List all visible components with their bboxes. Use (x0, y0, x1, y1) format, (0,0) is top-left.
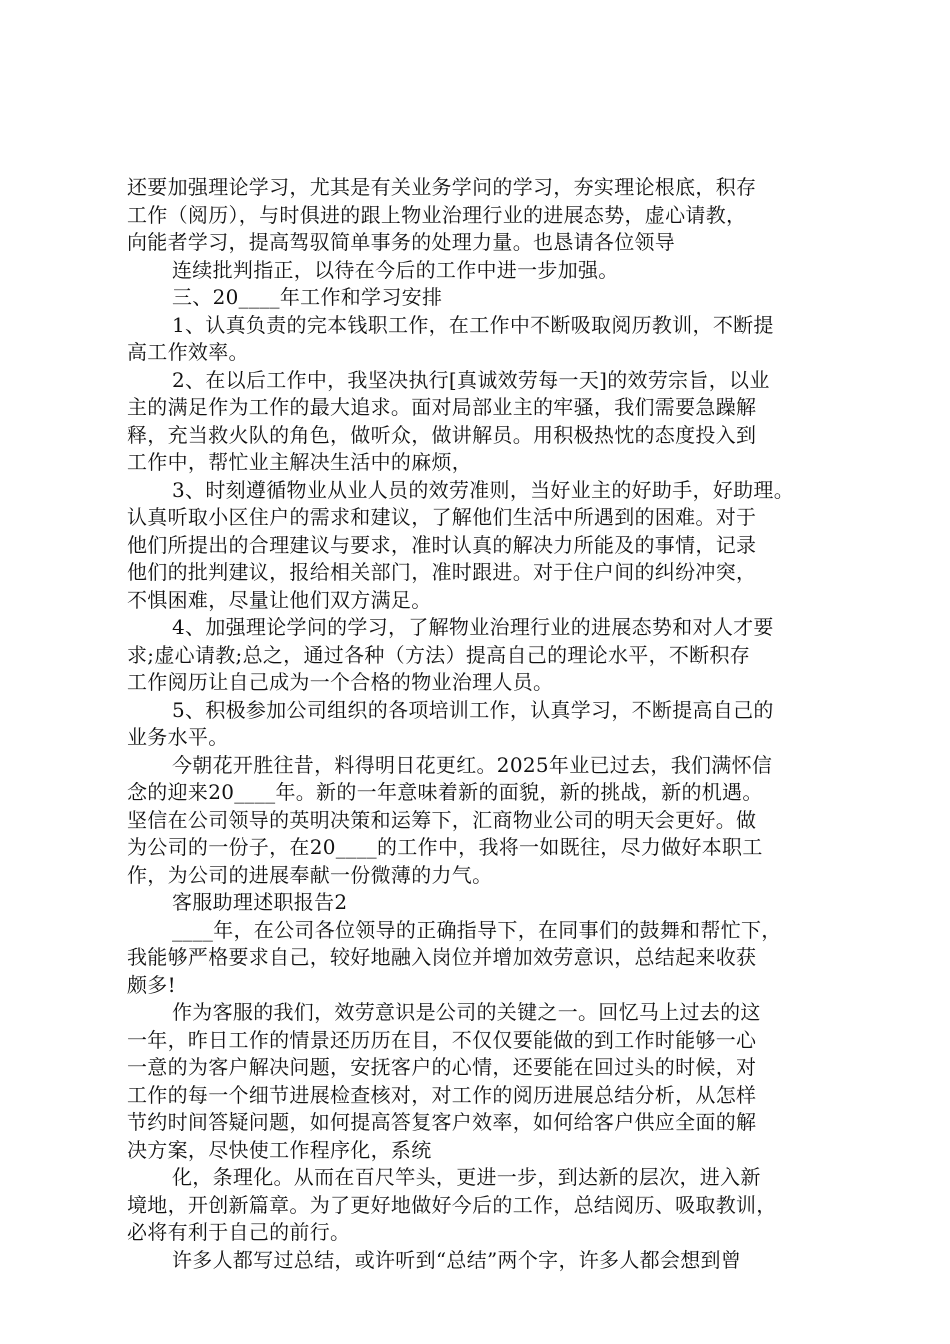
text-line: 求;虚心请教;总之，通过各种（方法）提高自己的理论水平，不断积存 (127, 642, 751, 667)
section-heading: 三、20____年工作和学习安排 (172, 285, 443, 309)
report-title: 客服助理述职报告2 (172, 890, 348, 914)
text-line: 工作（阅历），与时俱进的跟上物业治理行业的进展态势，虚心请教， (127, 202, 747, 227)
text-line: 许多人都写过总结，或许听到“总结”两个字，许多人都会想到曾 (172, 1247, 742, 1272)
text-line: 连续批判指正，以待在今后的工作中进一步加强。 (172, 257, 619, 282)
text-line: 还要加强理论学习，尤其是有关业务学问的学习，夯实理论根底，积存 (127, 175, 757, 199)
text-line: 一年，昨日工作的情景还历历在目，不仅仅要能做的到工作时能够一心 (127, 1027, 757, 1052)
text-line: 主的满足作为工作的最大追求。面对局部业主的牢骚，我们需要急躁解 (127, 395, 757, 419)
text-line: 颇多! (127, 972, 176, 997)
text-line: 认真听取小区住户的需求和建议，了解他们生活中所遇到的困难。对于 (127, 505, 757, 529)
text-line: 4、加强理论学问的学习，了解物业治理行业的进展态势和对人才要 (172, 615, 774, 639)
text-line: 境地，开创新篇章。为了更好地做好今后的工作，总结阅历、吸取教训， (127, 1192, 777, 1217)
text-line: 作为客服的我们，效劳意识是公司的关键之一。回忆马上过去的这 (172, 1000, 761, 1024)
text-line: 释，充当救火队的角色，做听众，做讲解员。用积极热忱的态度投入到 (127, 422, 757, 447)
text-line: 今朝花开胜往昔，料得明日花更红。2025年业已过去，我们满怀信 (172, 752, 773, 777)
text-line: 为公司的一份子，在20____的工作中，我将一如既往，尽力做好本职工 (127, 835, 763, 859)
text-line: 必将有利于自己的前行。 (127, 1220, 351, 1244)
document-body (127, 174, 839, 1274)
text-line: 工作的每一个细节进展检查核对，对工作的阅历进展总结分析，从怎样 (127, 1082, 757, 1107)
text-line: 念的迎来20____年。新的一年意味着新的面貌，新的挑战，新的机遇。 (127, 780, 763, 804)
text-line: 作，为公司的进展奉献一份微薄的力气。 (127, 862, 493, 887)
text-line: 向能者学习，提高驾驭简单事务的处理力量。也恳请各位领导 (127, 230, 676, 254)
text-line: 化，条理化。从而在百尺竿头，更进一步，到达新的层次，进入新 (172, 1165, 761, 1189)
text-line: 业务水平。 (127, 725, 229, 749)
text-line: 他们的批判建议，报给相关部门，准时跟进。对于住户间的纠纷冲突， (127, 560, 757, 584)
text-line: 一意的为客户解决问题，安抚客户的心情，还要能在回过头的时候，对 (127, 1055, 757, 1079)
text-line: 节约时间答疑问题，如何提高答复客户效率，如何给客户供应全面的解 (127, 1110, 757, 1134)
text-line: 1、认真负责的完本钱职工作，在工作中不断吸取阅历教训，不断提 (172, 312, 774, 337)
text-line: 他们所提出的合理建议与要求，准时认真的解决力所能及的事情，记录 (127, 532, 757, 557)
text-line: 决方案，尽快使工作程序化，系统 (127, 1137, 432, 1162)
text-line: 不惧困难，尽量让他们双方满足。 (127, 587, 432, 612)
text-line: 工作中，帮忙业主解决生活中的麻烦， (127, 450, 473, 474)
text-line: 2、在以后工作中，我坚决执行[真诚效劳每一天]的效劳宗旨，以业 (172, 367, 770, 392)
text-line: 5、积极参加公司组织的各项培训工作，认真学习，不断提高自己的 (172, 697, 774, 722)
text-line: 坚信在公司领导的英明决策和运筹下，汇商物业公司的明天会更好。做 (127, 807, 757, 832)
text-line: 高工作效率。 (127, 340, 249, 364)
text-line: 我能够严格要求自己，较好地融入岗位并增加效劳意识，总结起来收获 (127, 945, 757, 969)
text-line: ____年，在公司各位领导的正确指导下，在同事们的鼓舞和帮忙下， (172, 917, 782, 942)
text-line: 3、时刻遵循物业从业人员的效劳准则，当好业主的好助手，好助理。 (172, 477, 795, 502)
text-line: 工作阅历让自己成为一个合格的物业治理人员。 (127, 670, 554, 694)
